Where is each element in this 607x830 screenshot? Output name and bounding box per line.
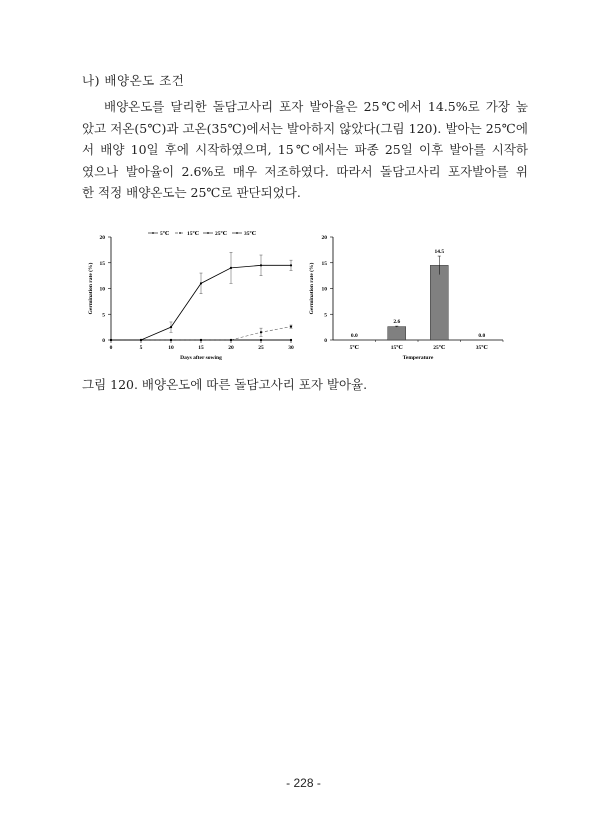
legend-entry: 5℃ [160,231,170,237]
section-heading: 나) 배양온도 조건 [82,73,185,88]
legend-entry: 35℃ [244,231,257,237]
germination-line-chart [80,222,305,372]
x-tick-label: 30 [288,345,294,351]
y-tick-label: 15 [99,260,105,267]
paragraph-line: 였으나 발아율이 2.6%로 매우 저조하였다. 따라서 돌담고사리 포자발아를 위 [82,163,528,179]
data-label: 0.0 [478,333,486,339]
x-axis-label: Temperature [402,355,434,361]
data-point [230,267,232,269]
y-tick-label: 5 [102,312,105,319]
legend-marker [179,232,181,234]
y-tick-label: 5 [324,312,327,319]
x-tick-label: 0 [109,345,113,351]
legend-entry: 25℃ [215,231,228,237]
paragraph-line: 한 적정 배양온도는 25℃로 판단되었다. [82,185,301,200]
x-tick-label: 35℃ [475,345,488,351]
bar [388,327,406,340]
y-tick-label: 0 [324,338,327,344]
legend-entry: 15℃ [187,231,200,237]
series-line [111,327,291,340]
data-point [170,339,172,341]
x-tick-label: 5℃ [349,345,359,351]
y-tick-label: 0 [102,338,105,344]
legend-marker [207,232,209,234]
y-tick-label: 10 [99,286,105,293]
body-paragraph [82,96,528,204]
data-point [200,339,202,341]
y-tick-label: 20 [321,235,327,241]
paragraph-line: 서 배양 10일 후에 시작하였으며, 15℃에서는 파종 25일 이후 발아를 시작하 [82,142,528,157]
germination-bar-chart [303,222,518,372]
bar-chart-svg [303,222,518,372]
x-axis-label: Days after sowing [180,355,222,361]
data-point [200,282,202,284]
x-tick-label: 15 [198,345,204,351]
y-tick-label: 10 [321,286,327,293]
x-tick-label: 25℃ [433,345,446,351]
data-point [260,264,262,266]
data-point [290,339,292,341]
data-label: 0.0 [350,333,358,339]
y-tick-label: 15 [321,260,327,267]
x-tick-label: 10 [168,345,174,351]
paragraph-line: 배양온도를 달리한 돌담고사리 포자 발아율은 25℃에서 14.5%로 가장 높 [104,99,528,114]
data-point [290,264,292,266]
data-point [170,326,172,328]
data-label: 14.5 [434,249,445,256]
data-label: 2.6 [393,319,401,326]
legend-marker [236,232,238,234]
data-point [140,339,142,341]
legend-marker [152,232,154,234]
figure-caption: 그림 120. 배양온도에 따른 돌담고사리 포자 발아율. [82,377,368,392]
bar [430,265,448,340]
data-point [230,339,232,341]
line-chart-svg [80,222,305,372]
x-tick-label: 5 [139,345,143,351]
page-number: - 228 - [286,776,321,790]
paragraph-line: 았고 저온(5℃)과 고온(35℃)에서는 발아하지 않았다(그림 120). 발아는 25℃에 [82,120,528,136]
data-point [260,339,262,341]
y-tick-label: 20 [99,235,105,241]
data-point [110,339,112,341]
x-tick-label: 15℃ [390,345,403,351]
y-axis-label: Germination rate (%) [88,262,94,315]
y-axis-label: Germination rate (%) [309,262,315,315]
x-tick-label: 25 [258,345,264,351]
data-point [260,331,262,333]
data-point [290,326,292,328]
x-tick-label: 20 [228,345,234,351]
